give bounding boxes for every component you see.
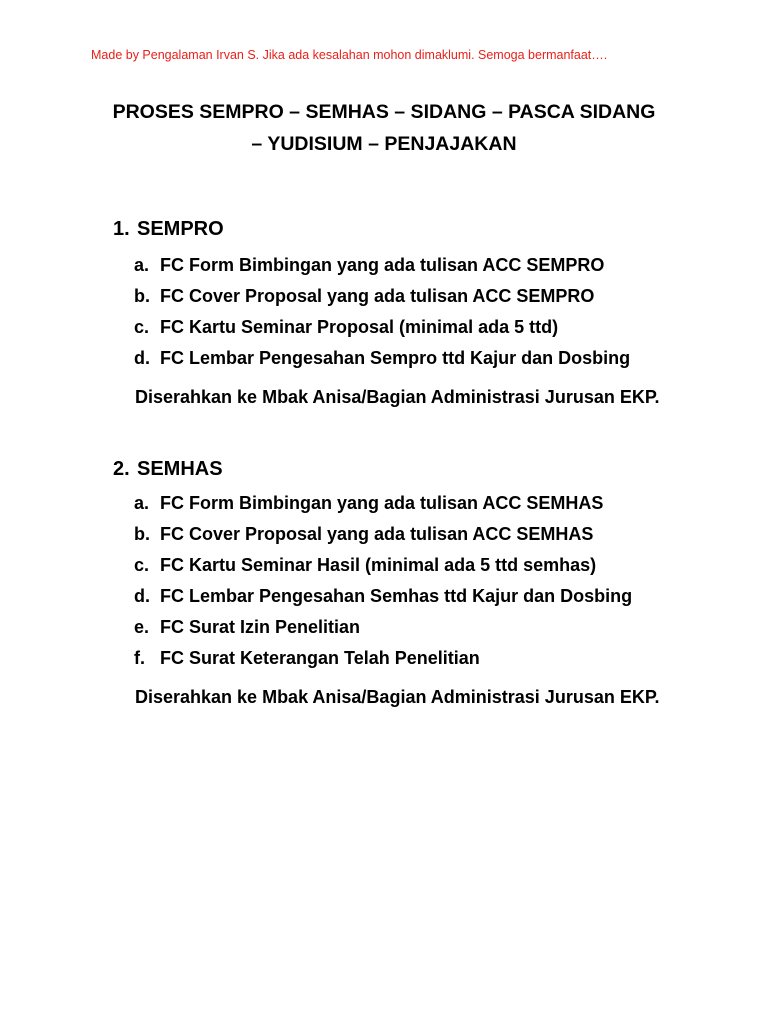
item-text: FC Kartu Seminar Proposal (minimal ada 5 ttd) [160,317,559,337]
item-text: FC Cover Proposal yang ada tulisan ACC SEMHAS [160,524,594,544]
requirement-list-semhas [134,488,632,674]
section-number: 2. [113,458,130,480]
list-item [134,612,632,643]
item-letter: b. [134,286,150,306]
list-item [134,250,630,281]
item-letter: d. [134,348,150,368]
item-text: FC Surat Izin Penelitian [160,617,361,637]
list-item [134,312,630,343]
item-text: FC Surat Keterangan Telah Penelitian [160,648,480,668]
section-title: SEMPRO [137,218,224,240]
list-item [134,550,632,581]
item-letter: b. [134,524,150,544]
item-letter: a. [134,493,150,513]
item-letter: e. [134,617,150,637]
list-item [134,581,632,612]
title-line-1: PROSES SEMPRO – SEMHAS – SIDANG – PASCA SIDANG [112,101,656,123]
submission-note-sempro: Diserahkan ke Mbak Anisa/Bagian Administrasi Jurusan EKP. [135,387,660,407]
item-text: FC Form Bimbingan yang ada tulisan ACC SEMPRO [160,255,605,275]
section-number: 1. [113,218,130,240]
list-item [134,643,632,674]
list-item [134,281,630,312]
list-item [134,519,632,550]
author-note: Made by Pengalaman Irvan S. Jika ada kesalahan mohon dimaklumi. Semoga bermanfaat…. [91,48,608,62]
item-text: FC Lembar Pengesahan Sempro ttd Kajur dan Dosbing [160,348,631,368]
requirement-list-sempro [134,250,630,374]
item-text: FC Lembar Pengesahan Semhas ttd Kajur dan Dosbing [160,586,633,606]
item-letter: a. [134,255,150,275]
item-text: FC Kartu Seminar Hasil (minimal ada 5 ttd semhas) [160,555,597,575]
document-title [60,96,708,160]
item-letter: c. [134,555,150,575]
item-letter: c. [134,317,150,337]
item-text: FC Cover Proposal yang ada tulisan ACC SEMPRO [160,286,595,306]
list-item [134,343,630,374]
section-heading-sempro [113,218,224,241]
section-title: SEMHAS [137,458,223,480]
submission-note-semhas: Diserahkan ke Mbak Anisa/Bagian Administrasi Jurusan EKP. [135,687,660,707]
item-letter: d. [134,586,150,606]
list-item [134,488,632,519]
item-letter: f. [134,648,145,668]
section-heading-semhas [113,458,223,481]
item-text: FC Form Bimbingan yang ada tulisan ACC SEMHAS [160,493,604,513]
title-line-2: – YUDISIUM – PENJAJAKAN [251,133,517,155]
